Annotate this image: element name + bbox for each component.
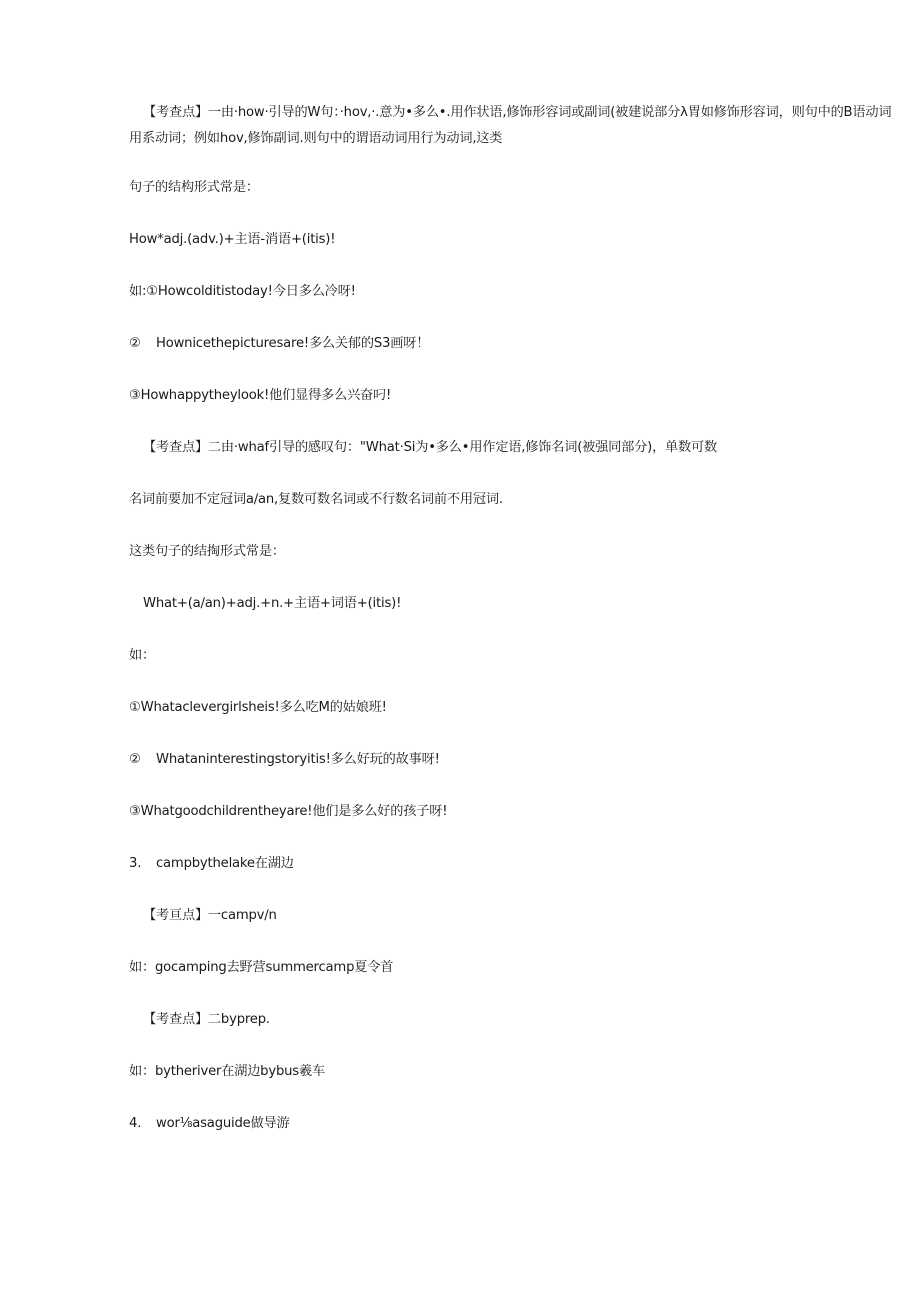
what-example-label: 如：	[129, 648, 155, 663]
what-example-2	[129, 747, 900, 773]
structure-intro-what: 这类句子的结掏形式常是：	[129, 544, 285, 559]
what-example-2-text: Whataninterestingstoryitis!多么好玩的故事呀!	[156, 752, 440, 767]
what-example-3: ③Whatgoodchildrentheyare!他们是多么好的孩子呀!	[129, 804, 448, 819]
paragraph-what-rule: 【考查点】二由·whaf引导的感叹句："What·Si为•多么•用作定语,修饰名词(被强同部分)，单数可数	[143, 440, 717, 455]
camp-example: 如：gocamping去野营summercamp夏令首	[129, 960, 394, 975]
item-number: 4.	[129, 1116, 142, 1131]
paragraph-how-rule: 【考查点】一由·how·引导的W句：·hov,·.意为•多么•.用作状语,修饰形容词或副词(被建说部分λ胃如修饰形容词，则句中的B语动词用系动词；例如hov,修饰副词.则句中的谓语动词用行为动词,这类	[129, 105, 892, 146]
how-example-2	[129, 331, 900, 357]
by-point-2: 【考查点】二byprep.	[143, 1012, 270, 1027]
how-example-2-text: Hownicethepicturesare!多么关郁的S3画呀！	[156, 336, 430, 351]
item-3-text: campbythelake在湖边	[156, 856, 294, 871]
item-3-heading	[129, 851, 900, 877]
how-example-3: ③Howhappytheylook!他们显得多么兴奋叼!	[129, 388, 392, 403]
item-4-heading	[129, 1111, 900, 1137]
what-example-1: ①Whataclevergirlsheis!多么吃M的姑娘班!	[129, 700, 387, 715]
list-marker: ②	[129, 336, 141, 351]
structure-intro-how: 句子的结构形式常是：	[129, 180, 259, 195]
item-4-text: wor⅛asaguide做导游	[156, 1116, 290, 1131]
how-formula: How*adj.(adv.)+主语-消语+(itis)!	[129, 232, 336, 247]
how-example-1: 如:①Howcolditistoday!今日多么冷呀!	[129, 284, 356, 299]
what-formula: What+(a∕an)+adj.+n.+主语+词语+(itis)!	[143, 596, 402, 611]
item-number: 3.	[129, 856, 142, 871]
paragraph-what-rule-cont: 名词前要加不定冠词a∕an,复数可数名词或不行数名词前不用冠词.	[129, 492, 503, 507]
by-example: 如：bytheriver在湖边bybus羲车	[129, 1064, 325, 1079]
camp-point-1: 【考亘点】一campv∕n	[143, 908, 277, 923]
list-marker: ②	[129, 752, 141, 767]
